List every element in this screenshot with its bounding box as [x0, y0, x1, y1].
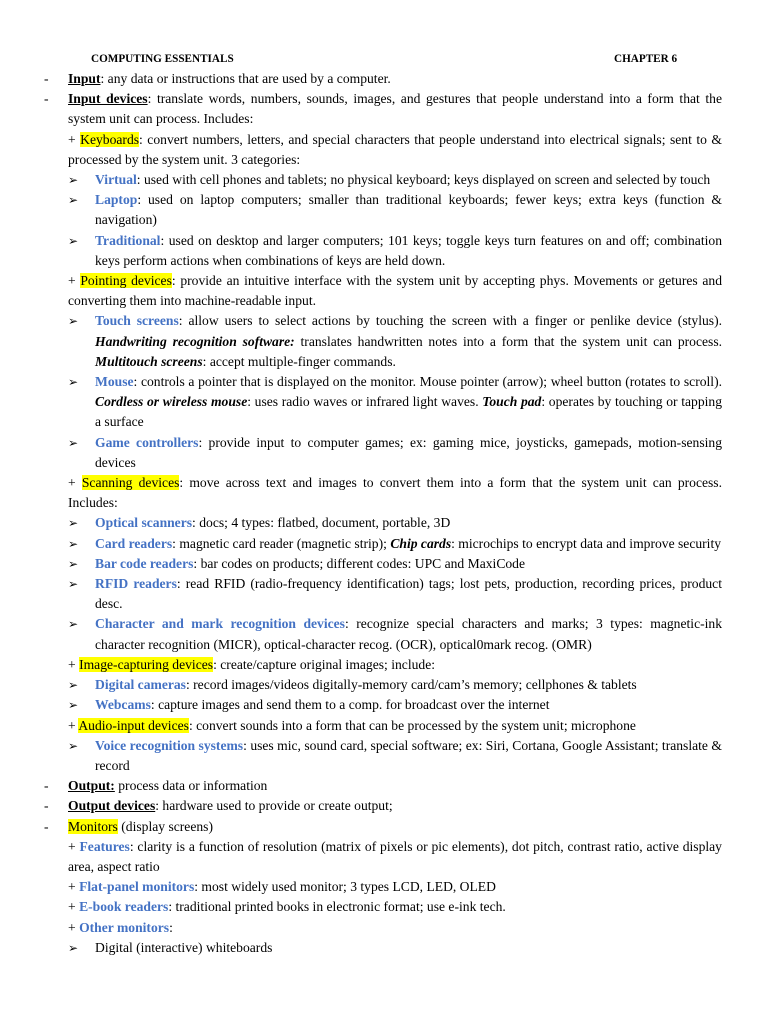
- page-header: [0, 53, 768, 69]
- item-card-readers: [0, 534, 768, 554]
- plus-marker: +: [68, 131, 81, 147]
- term-output: Output:: [68, 778, 115, 794]
- def-mouse: : controls a pointer that is displayed on the monitor. Mouse pointer (arrow); wheel button (rotates to scroll).: [133, 374, 722, 390]
- term-game-controllers: Game controllers: [95, 434, 199, 450]
- def-webcams: : capture images and send them to a comp. for broadcast over the internet: [150, 697, 550, 713]
- term-features: Features: [79, 838, 130, 854]
- def-ebook-readers: : traditional printed books in electronic format; use e-ink tech.: [168, 899, 506, 915]
- def-input-devices: : translate words, numbers, sounds, images, and gestures that people understand into a form that the system unit can process. Includes:: [68, 91, 722, 127]
- arrow-bullet-icon: ➢: [68, 435, 79, 450]
- term-optical-scanners: Optical scanners: [95, 515, 193, 531]
- term-pointing: Pointing devices: [80, 273, 172, 289]
- section-keyboards: [0, 130, 768, 170]
- def-flat-panel: : most widely used monitor; 3 types LCD, LED, OLED: [194, 879, 496, 895]
- def-character-mark: : recognize special characters and marks; 3 types: magnetic-ink character recognition (MICR), optical-character recog. (OCR), optical0mark recog. (OMR): [95, 616, 722, 652]
- bullet-output: [0, 776, 768, 796]
- term-flat-panel: Flat-panel monitors: [79, 879, 195, 895]
- dash-marker: -: [44, 778, 49, 794]
- section-pointing: [0, 271, 768, 311]
- plus-marker: +: [68, 656, 80, 672]
- def-cordless-mouse: : uses radio waves or infrared light waves.: [247, 394, 483, 410]
- def-audio-input: : convert sounds into a form that can be processed by the system unit; microphone: [188, 717, 636, 733]
- plus-marker: +: [68, 899, 80, 915]
- def-touch-screens: : allow users to select actions by touching the screen with a finger or penlike device (stylus).: [178, 313, 722, 329]
- arrow-bullet-icon: ➢: [68, 375, 79, 390]
- item-mouse: [0, 372, 768, 433]
- arrow-bullet-icon: ➢: [68, 940, 79, 955]
- item-game-controllers: [0, 433, 768, 473]
- arrow-bullet-icon: ➢: [68, 678, 79, 693]
- term-touch-pad: Touch pad: [482, 394, 542, 410]
- term-traditional: Traditional: [95, 232, 161, 248]
- dash-marker: -: [44, 71, 49, 86]
- arrow-bullet-icon: ➢: [68, 738, 79, 753]
- bullet-output-devices: [0, 796, 768, 816]
- item-traditional: [0, 231, 768, 271]
- item-bar-code-readers: [0, 554, 768, 574]
- item-webcams: [0, 695, 768, 715]
- def-virtual: : used with cell phones and tablets; no physical keyboard; keys displayed on screen and selected by touch: [136, 172, 711, 188]
- dash-marker: -: [44, 91, 49, 107]
- term-image-capturing: Image-capturing devices: [79, 656, 214, 672]
- def-touch-pad: : operates by touching or tapping a surface: [95, 394, 722, 430]
- def-card-readers: : magnetic card reader (magnetic strip);: [172, 535, 391, 551]
- item-rfid-readers: [0, 574, 768, 614]
- term-touch-screens: Touch screens: [95, 313, 179, 329]
- term-bar-code-readers: Bar code readers: [95, 555, 194, 571]
- def-handwriting: translates handwritten notes into a form that the system unit can process.: [294, 333, 723, 349]
- notes-body: [0, 69, 768, 958]
- def-output: process data or information: [114, 778, 268, 794]
- term-input: Input: [68, 71, 101, 86]
- term-keyboards: Keyboards: [80, 131, 140, 147]
- term-rfid-readers: RFID readers: [95, 576, 177, 592]
- def-pointing: : provide an intuitive interface with the system unit by accepting phys. Movements or getures and converting them into machine-readable input.: [68, 273, 722, 309]
- def-image-capturing: : create/capture original images; include:: [213, 656, 436, 672]
- def-output-devices: : hardware used to provide or create output;: [155, 798, 393, 814]
- def-chip-cards: : microchips to encrypt data and improve security: [451, 535, 722, 551]
- term-digital-cameras: Digital cameras: [95, 677, 186, 693]
- bullet-input: [0, 69, 768, 89]
- def-traditional: : used on desktop and larger computers; 101 keys; toggle keys turn features on and off; combination keys perform actions when combinations of keys are held down.: [95, 232, 722, 268]
- def-laptop: : used on laptop computers; smaller than traditional keyboards; fewer keys; extra keys (function & navigation): [95, 192, 722, 228]
- item-voice-recognition: [0, 736, 768, 776]
- item-character-mark: [0, 614, 768, 654]
- item-whiteboards: [0, 938, 768, 958]
- term-scanning: Scanning devices: [81, 475, 180, 491]
- plus-marker: +: [68, 879, 80, 895]
- arrow-bullet-icon: ➢: [68, 233, 79, 248]
- arrow-bullet-icon: ➢: [68, 173, 79, 188]
- def-keyboards: : convert numbers, letters, and special characters that people understand into electrical signals; sent to & processed by the system unit. 3 categories:: [68, 131, 722, 167]
- bullet-input-devices: [0, 89, 768, 129]
- plus-marker: +: [68, 273, 81, 289]
- text-whiteboards: Digital (interactive) whiteboards: [95, 939, 273, 955]
- def-voice-recognition: : uses mic, sound card, special software; ex: Siri, Cortana, Google Assistant; translate & record: [95, 737, 722, 773]
- term-handwriting: Handwriting recognition software:: [95, 333, 295, 349]
- plus-marker: +: [68, 717, 79, 733]
- arrow-bullet-icon: ➢: [68, 516, 79, 531]
- plus-marker: +: [68, 838, 80, 854]
- arrow-bullet-icon: ➢: [68, 698, 79, 713]
- item-touch-screens: [0, 311, 768, 372]
- item-laptop: [0, 190, 768, 230]
- def-game-controllers: : provide input to computer games; ex: gaming mice, joysticks, gamepads, motion-sensing devices: [95, 434, 722, 470]
- section-other-monitors: [0, 918, 768, 938]
- section-features: [0, 837, 768, 877]
- def-digital-cameras: : record images/videos digitally-memory card/cam’s memory; cellphones & tablets: [185, 677, 637, 693]
- term-other-monitors: Other monitors: [79, 919, 170, 935]
- def-input: : any data or instructions that are used by a computer.: [100, 71, 391, 86]
- plus-marker: +: [68, 475, 82, 491]
- def-bar-code-readers: : bar codes on products; different codes: UPC and MaxiCode: [193, 555, 526, 571]
- def-multitouch: : accept multiple-finger commands.: [202, 353, 396, 369]
- section-scanning: [0, 473, 768, 513]
- dash-marker: -: [44, 798, 49, 814]
- def-optical-scanners: : docs; 4 types: flatbed, document, portable, 3D: [192, 515, 451, 531]
- term-chip-cards: Chip cards: [390, 535, 452, 551]
- arrow-bullet-icon: ➢: [68, 193, 79, 208]
- arrow-bullet-icon: ➢: [68, 536, 79, 551]
- term-output-devices: Output devices: [68, 798, 156, 814]
- course-title: COMPUTING ESSENTIALS: [91, 53, 234, 65]
- term-card-readers: Card readers: [95, 535, 173, 551]
- term-webcams: Webcams: [95, 697, 151, 713]
- term-audio-input: Audio-input devices: [78, 717, 189, 733]
- item-digital-cameras: [0, 675, 768, 695]
- dash-marker: -: [44, 818, 49, 834]
- arrow-bullet-icon: ➢: [68, 577, 79, 592]
- section-flat-panel: [0, 877, 768, 897]
- term-ebook-readers: E-book readers: [79, 899, 169, 915]
- def-monitors: (display screens): [117, 818, 213, 834]
- def-scanning: : move across text and images to convert them into a form that the system unit can process. Includes:: [68, 475, 722, 511]
- section-ebook-readers: [0, 897, 768, 917]
- def-rfid-readers: : read RFID (radio-frequency identification) tags; lost pets, production, recording prices, product desc.: [95, 576, 722, 612]
- plus-marker: +: [68, 919, 80, 935]
- bullet-monitors: [0, 817, 768, 837]
- term-virtual: Virtual: [95, 172, 137, 188]
- section-audio-input: [0, 716, 768, 736]
- term-monitors: Monitors: [68, 818, 118, 834]
- chapter-label: CHAPTER 6: [614, 53, 678, 65]
- def-other-monitors: :: [169, 919, 173, 935]
- section-image-capturing: [0, 655, 768, 675]
- arrow-bullet-icon: ➢: [68, 314, 79, 329]
- arrow-bullet-icon: ➢: [68, 556, 79, 571]
- term-character-mark: Character and mark recognition devices: [95, 616, 345, 632]
- arrow-bullet-icon: ➢: [68, 617, 79, 632]
- term-voice-recognition: Voice recognition systems: [95, 737, 244, 753]
- term-cordless-mouse: Cordless or wireless mouse: [95, 394, 248, 410]
- term-input-devices: Input devices: [68, 91, 148, 107]
- item-optical-scanners: [0, 513, 768, 533]
- term-mouse: Mouse: [95, 374, 134, 390]
- item-virtual: [0, 170, 768, 190]
- def-features: : clarity is a function of resolution (matrix of pixels or pic elements), dot pitch, contrast ratio, active display area, aspect ratio: [68, 838, 722, 874]
- term-multitouch: Multitouch screens: [95, 353, 203, 369]
- term-laptop: Laptop: [95, 192, 138, 208]
